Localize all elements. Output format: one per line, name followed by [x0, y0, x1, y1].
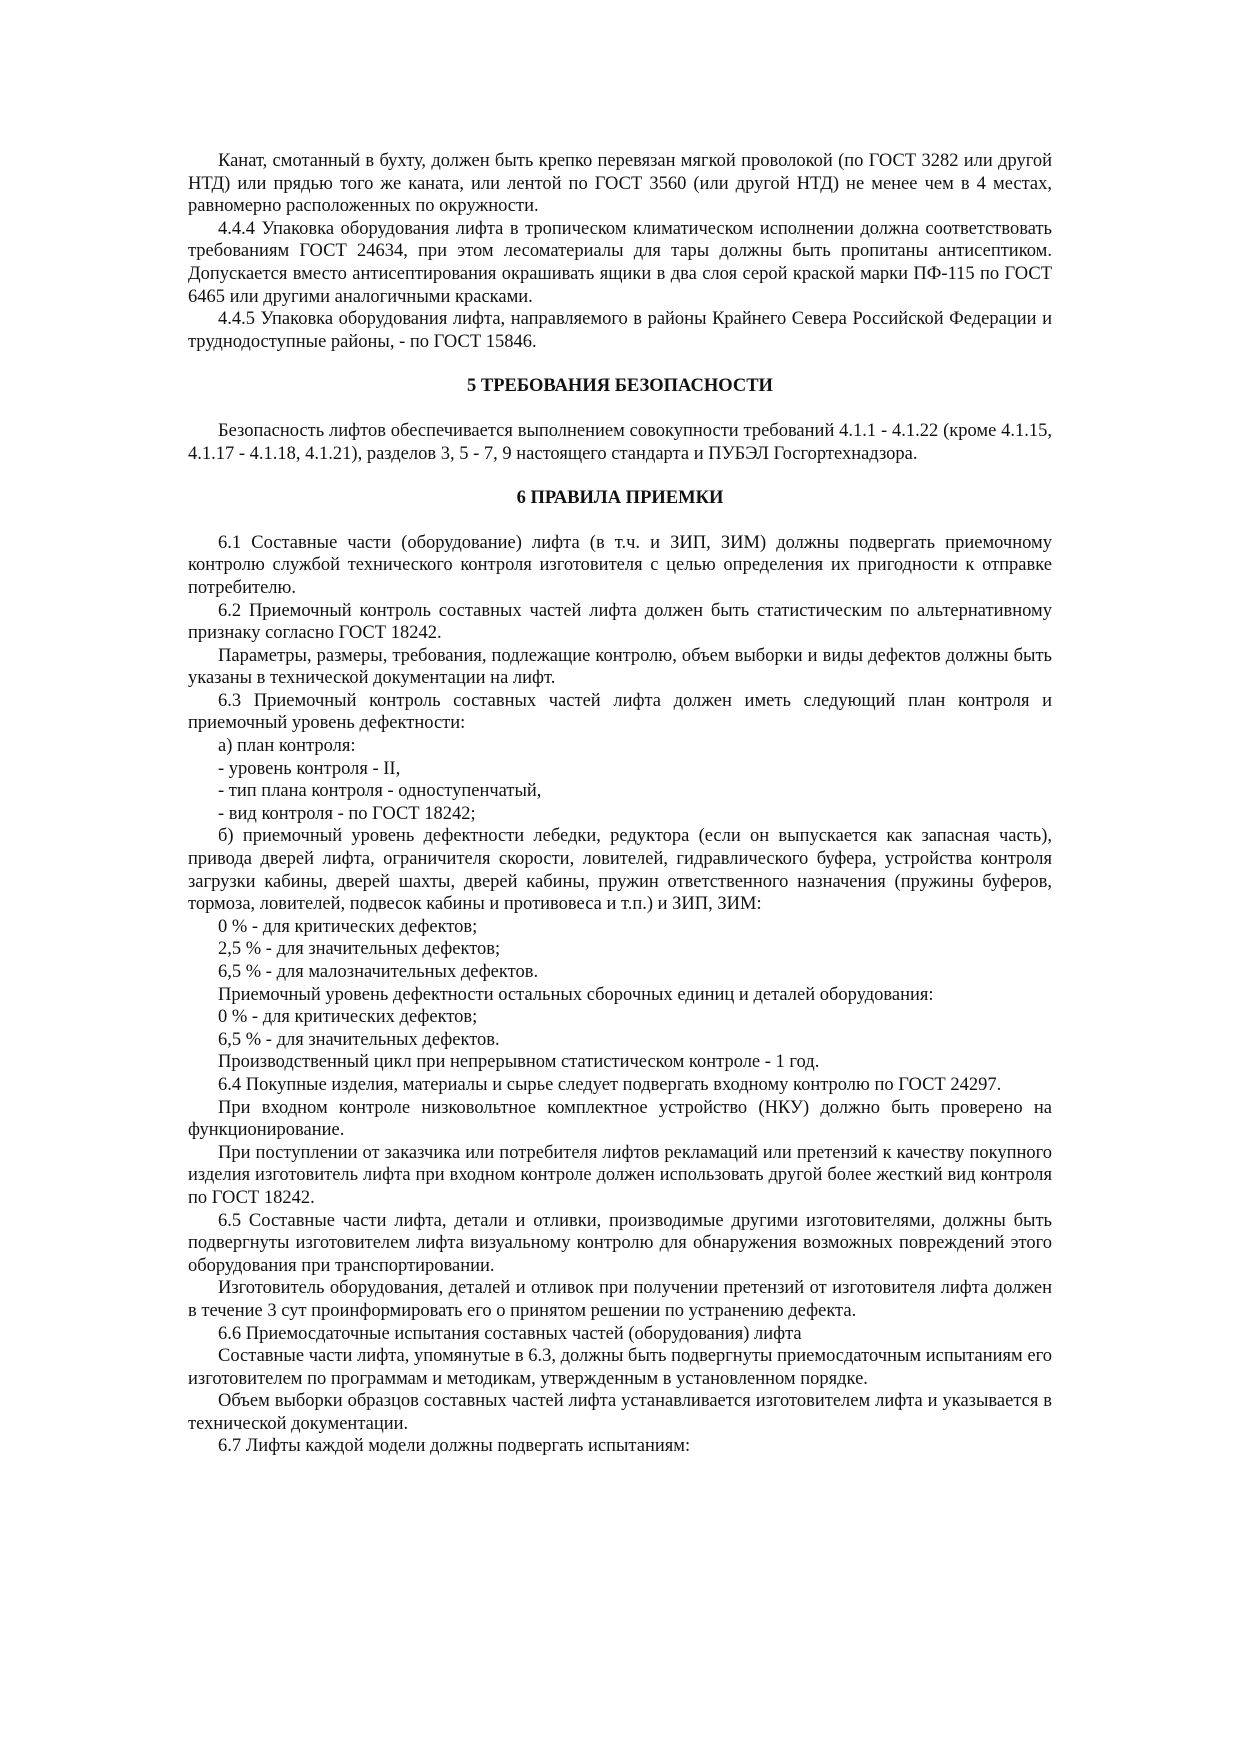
- paragraph-input-control: При входном контроле низковольтное комплектное устройство (НКУ) должно быть проверено на функционирование.: [188, 1097, 1052, 1141]
- paragraph-other-units: Приемочный уровень дефектности остальных сборочных единиц и деталей оборудования:: [218, 984, 934, 1005]
- list-item-a: а) план контроля:: [218, 736, 356, 757]
- paragraph-acceptance-tests: Составные части лифта, упомянутые в 6.3, должны быть подвергнуты приемосдаточным испытаниям его изготовителем по программам и методикам, утвержденным в установленном порядке.: [188, 1346, 1052, 1389]
- paragraph-production-cycle: Производственный цикл при непрерывном статистическом контроле - 1 год.: [218, 1052, 820, 1073]
- paragraph-6-1: 6.1 Составные части (оборудование) лифта (в т.ч. и ЗИП, ЗИМ) должны подвергать приемочному контролю службой технического контроля изготовителя с целью определения их пригодности к отправке потребителю.: [188, 532, 1052, 598]
- paragraph-rope-packing: Канат, смотанный в бухту, должен быть крепко перевязан мягкой проволокой (по ГОСТ 3282 или другой НТД) или прядью того же каната, или лентой по ГОСТ 3560 (или другой НТД) не менее чем в 4 местах, равномерно расположенных по окружности.: [188, 151, 1052, 217]
- section-6-heading: 6 ПРАВИЛА ПРИЕМКИ: [516, 488, 724, 509]
- defect-level-critical: 0 % - для критических дефектов;: [218, 916, 478, 937]
- paragraph-claims: При поступлении от заказчика или потребителя лифтов рекламаций или претензий к качеству покупного изделия изготовитель лифта при входном контроле должен использовать другой более жесткий вид контроля по ГОСТ 18242.: [188, 1142, 1052, 1208]
- list-item-plan-type: - тип плана контроля - одноступенчатый,: [218, 781, 542, 802]
- paragraph-6-2: 6.2 Приемочный контроль составных частей лифта должен быть статистическим по альтернативному признаку согласно ГОСТ 18242.: [188, 600, 1052, 644]
- paragraph-6-4: 6.4 Покупные изделия, материалы и сырье следует подвергать входному контролю по ГОСТ 24297.: [218, 1074, 1002, 1095]
- paragraph-sample-size: Объем выборки образцов составных частей лифта устанавливается изготовителем лифта и указывается в технической документации.: [188, 1391, 1052, 1434]
- paragraph-6-6: 6.6 Приемосдаточные испытания составных частей (оборудования) лифта: [218, 1323, 802, 1344]
- defect-level-critical-other: 0 % - для критических дефектов;: [218, 1007, 478, 1028]
- paragraph-6-2-params: Параметры, размеры, требования, подлежащие контролю, объем выборки и виды дефектов должны быть указаны в технической документации на лифт.: [188, 645, 1052, 689]
- defect-level-minor: 6,5 % - для малозначительных дефектов.: [218, 962, 539, 982]
- paragraph-6-7: 6.7 Лифты каждой модели должны подвергать испытаниям:: [218, 1436, 691, 1457]
- paragraph-4-4-4: 4.4.4 Упаковка оборудования лифта в тропическом климатическом исполнении должна соответствовать требованиям ГОСТ 24634, при этом лесоматериалы для тары должны быть пропитаны антисептиком. Допускается вместо антисептирования окрашивать ящики в два слоя серой краской марки ПФ-115 по ГОСТ 6465 или другими аналогичными красками.: [188, 218, 1052, 307]
- paragraph-manufacturer-response: Изготовитель оборудования, деталей и отливок при получении претензий от изготовителя лифта должен в течение 3 сут проинформировать его о принятом решении по устранению дефекта.: [188, 1278, 1052, 1321]
- document-body: [188, 150, 1052, 1458]
- paragraph-6-5: 6.5 Составные части лифта, детали и отливки, производимые другими изготовителями, должны быть подвергнуты изготовителем лифта визуальному контролю для обнаружения возможных повреждений этого оборудования при транспортировании.: [188, 1210, 1052, 1276]
- section-5-text: Безопасность лифтов обеспечивается выполнением совокупности требований 4.1.1 - 4.1.22 (кроме 4.1.15, 4.1.17 - 4.1.18, 4.1.21), разделов 3, 5 - 7, 9 настоящего стандарта и ПУБЭЛ Госгортехнадзора.: [188, 420, 1052, 464]
- list-item-control-level: - уровень контроля - II,: [218, 758, 401, 779]
- defect-level-significant-other: 6,5 % - для значительных дефектов.: [218, 1029, 500, 1050]
- list-item-b: б) приемочный уровень дефектности лебедки, редуктора (если он выпускается как запасная часть), привода дверей лифта, ограничителя скорости, ловителей, гидравлического буфера, устройства контроля загрузки кабины, дверей шахты, дверей кабины, пружин ответственного назначения (пружины буферов, тормоза, ловителей, подвесок кабины и противовеса и т.п.) и ЗИП, ЗИМ:: [188, 826, 1052, 915]
- section-5-heading: 5 ТРЕБОВАНИЯ БЕЗОПАСНОСТИ: [467, 376, 773, 397]
- paragraph-6-3: 6.3 Приемочный контроль составных частей лифта должен иметь следующий план контроля и приемочный уровень дефектности:: [188, 690, 1052, 734]
- paragraph-4-4-5: 4.4.5 Упаковка оборудования лифта, направляемого в районы Крайнего Севера Российской Федерации и труднодоступные районы, - по ГОСТ 15846.: [188, 309, 1052, 352]
- defect-level-significant: 2,5 % - для значительных дефектов;: [218, 939, 501, 960]
- list-item-control-kind: - вид контроля - по ГОСТ 18242;: [218, 803, 476, 824]
